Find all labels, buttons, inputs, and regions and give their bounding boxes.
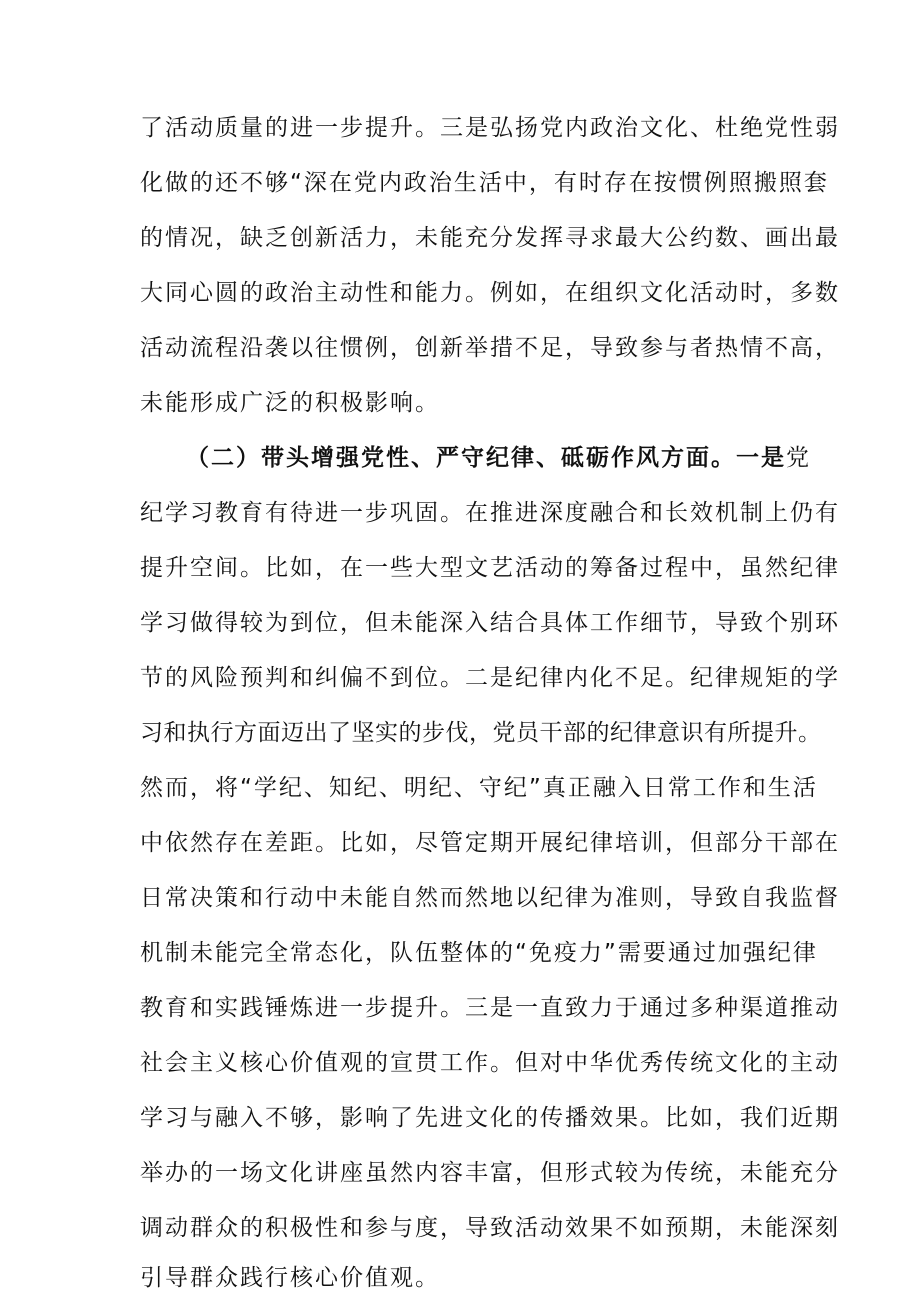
section-heading: （二）带头增强党性、严守纪律、砥砺作风方面。 (186, 445, 736, 471)
text-line: 提升空间。比如，在一些大型文艺活动的筹备过程中，虽然纪律 (140, 555, 840, 581)
text-line: 化做的还不够“深在党内政治生活中，有时存在按惯例照搬照套 (140, 170, 829, 196)
text-line: 引导群众践行核心价值观。 (140, 1265, 440, 1291)
text-line: 调动群众的积极性和参与度，导致活动效果不如预期，未能深刻 (140, 1215, 840, 1241)
text-line: 节的风险预判和纠偏不到位。二是纪律内化不足。纪律规矩的学 (140, 665, 840, 691)
text-line: 大同心圆的政治主动性和能力。例如，在组织文化活动时，多数 (140, 280, 840, 306)
text-line: 的情况，缺乏创新活力，未能充分发挥寻求最大公约数、画出最 (140, 225, 840, 251)
section-heading-line (186, 438, 811, 478)
text-line: 举办的一场文化讲座虽然内容丰富，但形式较为传统，未能充分 (140, 1160, 840, 1186)
section-heading-marker: 一是 (736, 445, 786, 471)
section-heading-continuation: 党 (786, 445, 811, 471)
text-line: 学习与融入不够，影响了先进文化的传播效果。比如，我们近期 (140, 1105, 840, 1131)
text-line: 中依然存在差距。比如，尽管定期开展纪律培训，但部分干部在 (140, 830, 840, 856)
text-line: 机制未能完全常态化，队伍整体的“免疫力”需要通过加强纪律 (140, 940, 818, 966)
text-line: 未能形成广泛的积极影响。 (140, 390, 440, 416)
text-line: 教育和实践锤炼进一步提升。三是一直致力于通过多种渠道推动 (140, 995, 840, 1021)
text-line: 纪学习教育有待进一步巩固。在推进深度融合和长效机制上仍有 (140, 500, 840, 526)
text-line: 了活动质量的进一步提升。三是弘扬党内政治文化、杜绝党性弱 (140, 115, 840, 141)
text-line: 学习做得较为到位，但未能深入结合具体工作细节，导致个别环 (140, 610, 840, 636)
text-line: 社会主义核心价值观的宣贯工作。但对中华优秀传统文化的主动 (140, 1050, 840, 1076)
text-line: 然而，将“学纪、知纪、明纪、守纪”真正融入日常工作和生活 (140, 775, 818, 801)
text-line: 习和执行方面迈出了坚实的步伐，党员干部的纪律意识有所提升。 (140, 720, 822, 746)
text-line: 日常决策和行动中未能自然而然地以纪律为准则，导致自我监督 (140, 885, 840, 911)
text-line: 活动流程沿袭以往惯例，创新举措不足，导致参与者热情不高， (140, 335, 840, 361)
